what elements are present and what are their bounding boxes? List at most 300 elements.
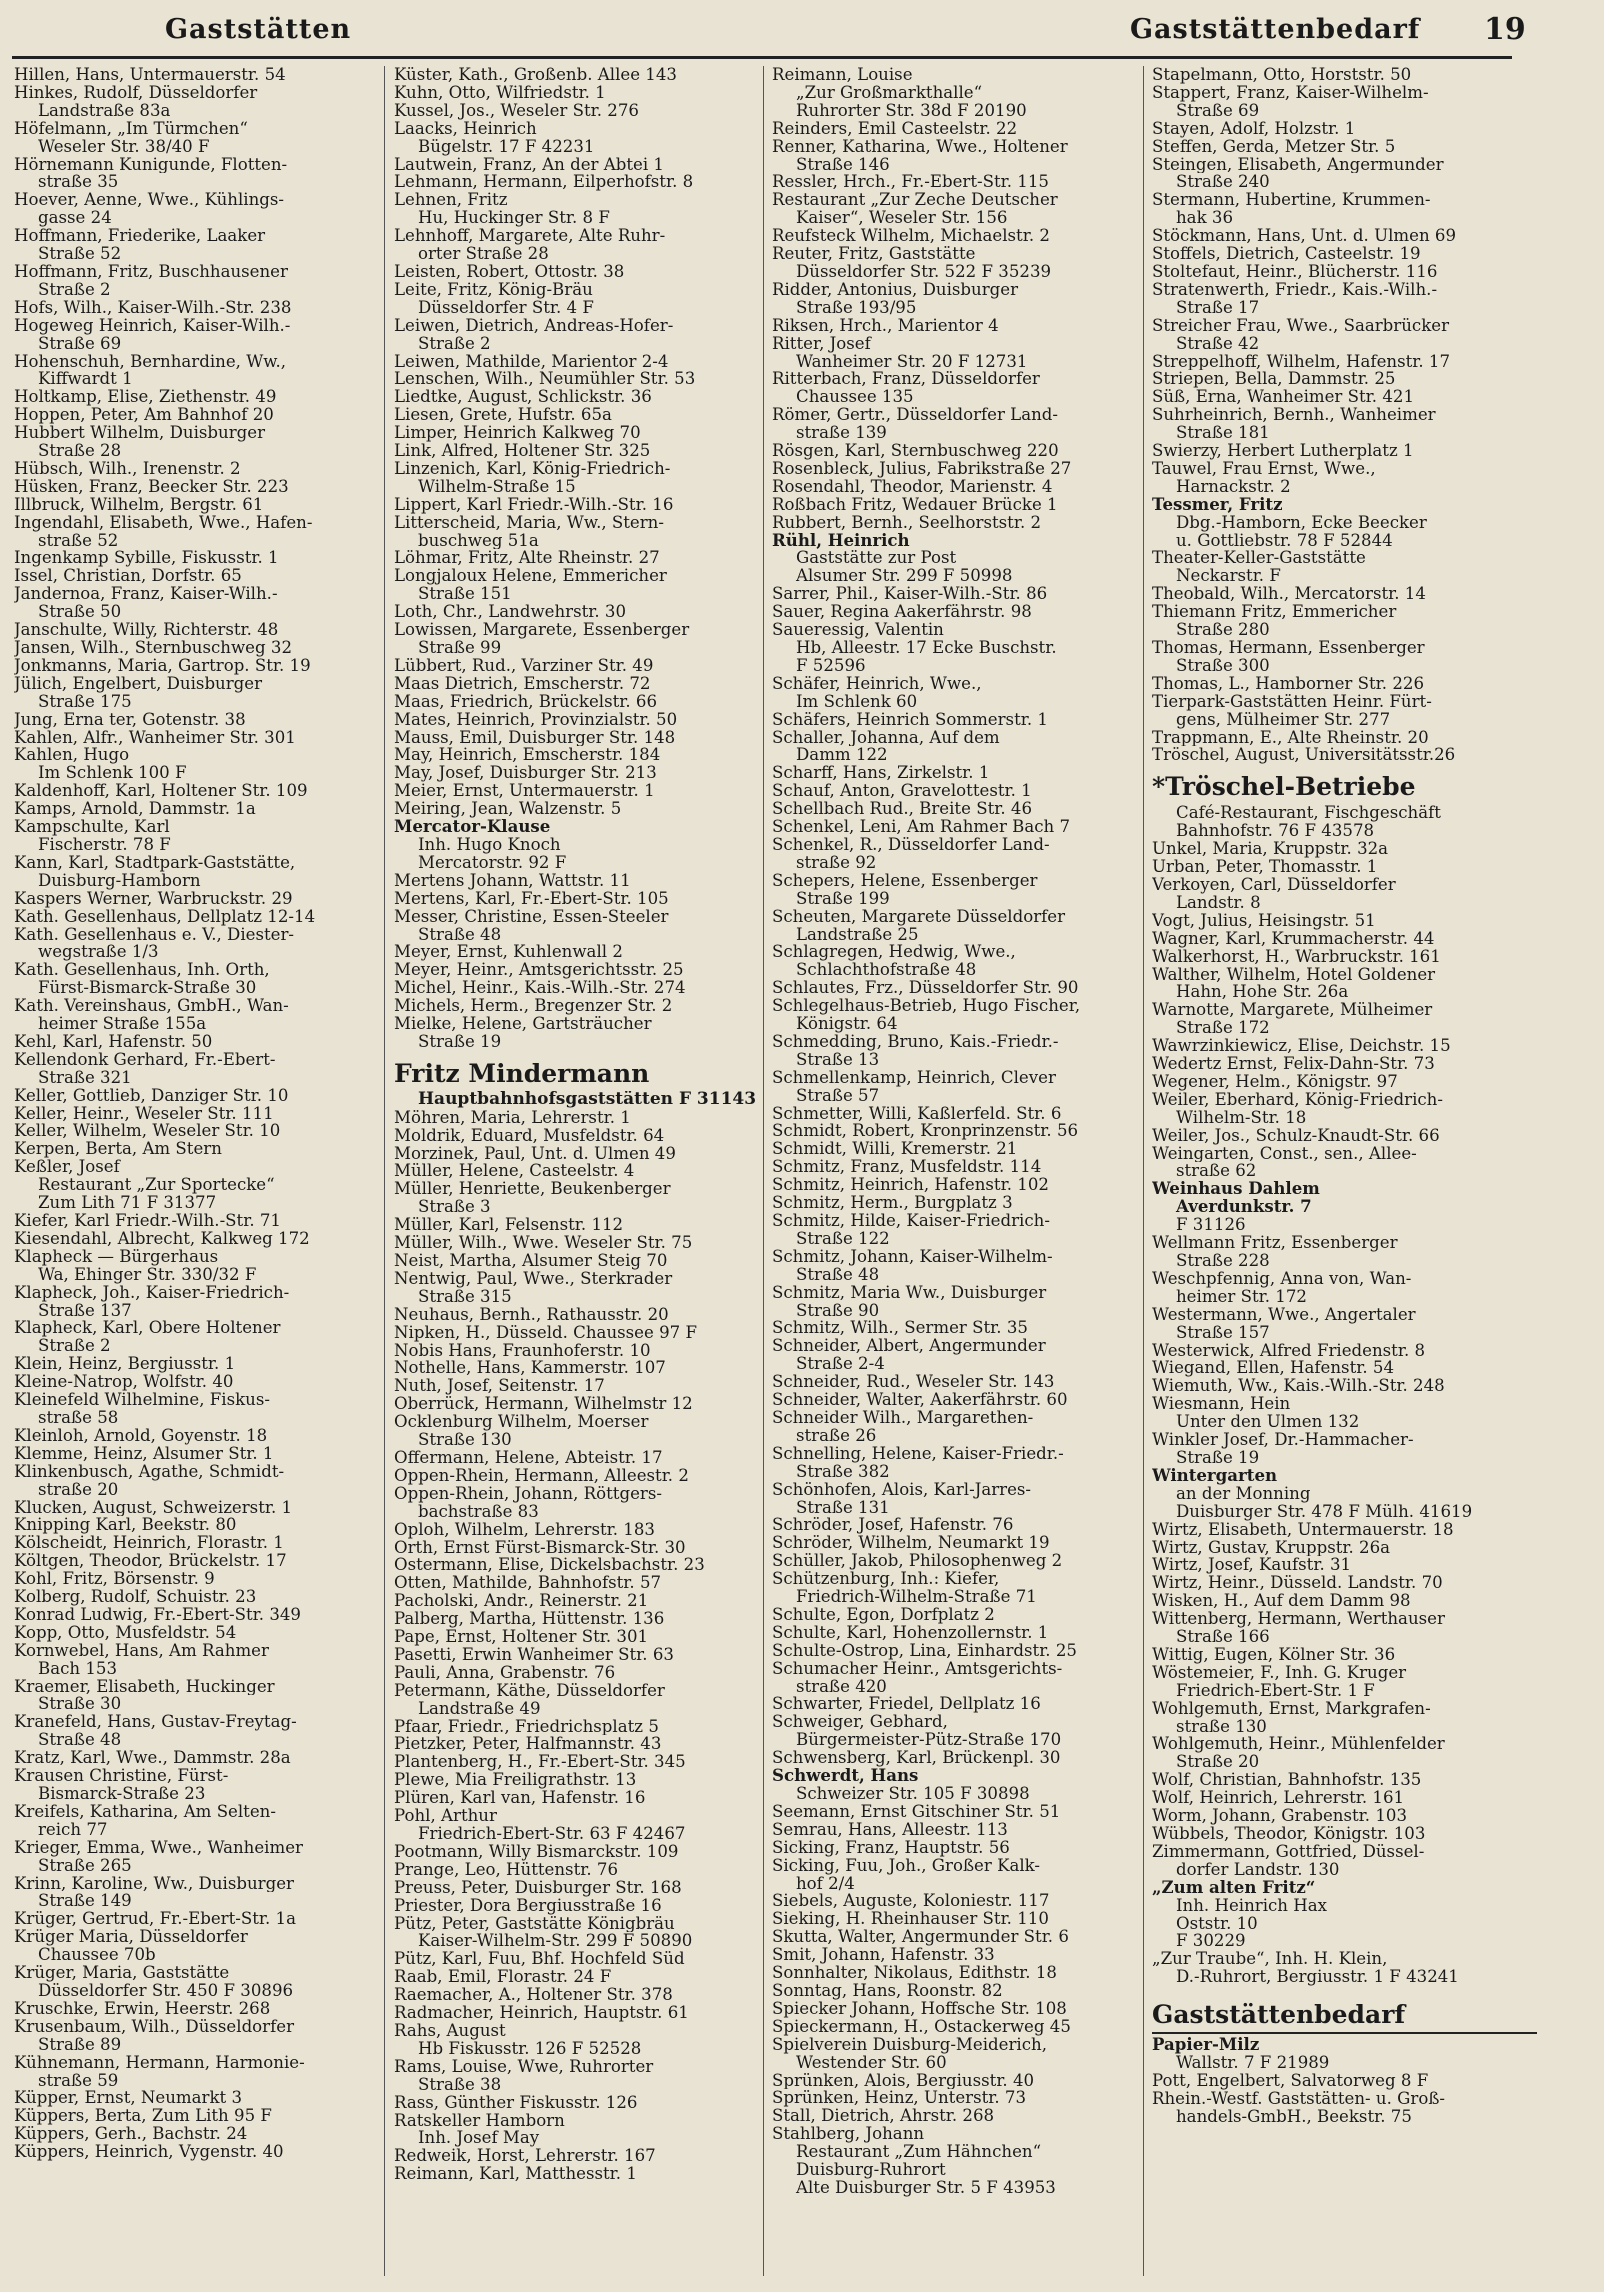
directory-entry-line: Schwarter, Friedel, Dellplatz 16 xyxy=(772,1695,1041,1714)
directory-entry-line: Möhren, Maria, Lehrerstr. 1 xyxy=(394,1108,631,1127)
directory-entry-line: Liedtke, August, Schlickstr. 36 xyxy=(394,388,652,407)
directory-entry-line: dorfer Landstr. 130 xyxy=(1176,1860,1340,1879)
directory-entry-line: Sicking, Fuu, Joh., Großer Kalk- xyxy=(772,1856,1041,1875)
directory-entry-line: Schmitz, Hilde, Kaiser-Friedrich- xyxy=(772,1212,1050,1230)
directory-entry-line: Oppen-Rhein, Johann, Röttgers- xyxy=(394,1484,662,1503)
directory-entry-line: Theater-Keller-Gaststätte xyxy=(1152,549,1366,568)
directory-entry-line: Alsumer Str. 299 F 50998 xyxy=(796,567,1013,586)
directory-entry-line: Kohl, Fritz, Börsenstr. 9 xyxy=(14,1570,215,1589)
directory-entry-line: Küpper, Ernst, Neumarkt 3 xyxy=(14,2089,243,2108)
directory-entry-line: Rahs, August xyxy=(394,2021,506,2040)
directory-entry-line: Schlachthofstraße 48 xyxy=(796,961,977,980)
directory-entry-line: Pütz, Peter, Gaststätte Königbräu xyxy=(394,1914,675,1933)
directory-entry-line: Plüren, Karl van, Hafenstr. 16 xyxy=(394,1789,646,1808)
directory-entry-line: Illbruck, Wilhelm, Bergstr. 61 xyxy=(14,495,264,514)
directory-entry-line: May, Heinrich, Emscherstr. 184 xyxy=(394,746,661,765)
directory-entry-line: Pietzker, Peter, Halfmannstr. 43 xyxy=(394,1735,662,1754)
directory-entry-line: Straße 52 xyxy=(38,245,122,263)
directory-entry-line: Höfelmann, „Im Türmchen“ xyxy=(14,119,248,138)
directory-entry-line: Stahlberg, Johann xyxy=(772,2125,925,2144)
directory-entry-line: Straße 99 xyxy=(418,639,502,657)
directory-entry-line: Mercatorstr. 92 F xyxy=(418,853,567,872)
directory-entry-line: Urban, Peter, Thomasstr. 1 xyxy=(1152,858,1378,876)
directory-entry-line: straße 92 xyxy=(796,853,877,872)
directory-entry-line: Fischerstr. 78 F xyxy=(38,835,171,854)
directory-entry-line: Ritterbach, Franz, Düsseldorfer xyxy=(772,370,1040,389)
directory-entry-line: Straße 151 xyxy=(418,585,512,604)
directory-entry-line: Suhrheinrich, Bernh., Wanheimer xyxy=(1152,406,1436,425)
directory-entry-line: Pohl, Arthur xyxy=(394,1807,497,1825)
directory-entry-line: Walkerhorst, H., Warbruckstr. 161 xyxy=(1152,947,1441,966)
directory-entry-line: Wirtz, Gustav, Kruppstr. 26a xyxy=(1152,1538,1391,1557)
directory-entry-line: Palberg, Martha, Hüttenstr. 136 xyxy=(394,1610,665,1629)
directory-entry-line: Leisten, Robert, Ottostr. 38 xyxy=(394,262,625,281)
directory-entry-line: Zimmermann, Gottfried, Düssel- xyxy=(1152,1842,1425,1861)
directory-entry-line: Klinkenbusch, Agathe, Schmidt- xyxy=(14,1462,285,1481)
directory-entry-line: Seemann, Ernst Gitschiner Str. 51 xyxy=(772,1802,1061,1821)
directory-entry-line: Schmitz, Herm., Burgplatz 3 xyxy=(772,1194,1013,1212)
directory-entry-line: Streppelhoff, Wilhelm, Hafenstr. 17 xyxy=(1152,352,1451,371)
directory-entry-line: Lenschen, Wilh., Neumühler Str. 53 xyxy=(394,370,696,389)
directory-entry-line: Wallstr. 7 F 21989 xyxy=(1176,2054,1330,2072)
directory-entry-line: Küster, Kath., Großenb. Allee 143 xyxy=(394,66,677,84)
directory-entry-line: Nipken, H., Düsseld. Chaussee 97 F xyxy=(394,1323,697,1342)
directory-entry-line: Weinhaus Dahlem xyxy=(1152,1180,1320,1199)
directory-entry-line: Kruschke, Erwin, Heerstr. 268 xyxy=(14,1999,271,2018)
directory-entry-line: Hofs, Wilh., Kaiser-Wilh.-Str. 238 xyxy=(14,298,292,317)
directory-entry-line: Linzenich, Karl, König-Friedrich- xyxy=(394,459,671,478)
directory-entry-line: Straße 42 xyxy=(1176,334,1260,353)
directory-entry-line: Schumacher Heinr., Amtsgerichts- xyxy=(772,1659,1063,1678)
directory-entry-line: Oberrück, Hermann, Wilhelmstr 12 xyxy=(394,1395,693,1414)
directory-entry-line: May, Josef, Duisburger Str. 213 xyxy=(394,764,657,783)
directory-entry-line: heimer Str. 172 xyxy=(1176,1287,1307,1306)
directory-entry-line: orter Straße 28 xyxy=(418,245,549,263)
directory-entry-line: Bismarck-Straße 23 xyxy=(38,1785,206,1803)
directory-entry-line: Winkler Josef, Dr.-Hammacher- xyxy=(1152,1431,1414,1449)
directory-entry-line: Steffen, Gerda, Metzer Str. 5 xyxy=(1152,137,1396,156)
directory-entry-line: Kratz, Karl, Wwe., Dammstr. 28a xyxy=(14,1749,291,1768)
directory-entry-line: Spieckermann, H., Ostackerweg 45 xyxy=(772,2017,1071,2036)
directory-entry-line: Kiesendahl, Albrecht, Kalkweg 172 xyxy=(14,1229,310,1248)
directory-entry-line: u. Gottliebstr. 78 F 52844 xyxy=(1176,531,1393,550)
directory-entry-line: Hoever, Aenne, Wwe., Kühlings- xyxy=(14,191,285,210)
directory-entry-line: „Zur Traube“, Inh. H. Klein, xyxy=(1152,1950,1388,1969)
directory-entry-line: Straße 146 xyxy=(796,155,890,174)
directory-entry-line: Harnackstr. 2 xyxy=(1176,477,1291,496)
directory-entry-line: Landstraße 83a xyxy=(38,101,171,120)
directory-entry-line: Wedertz Ernst, Felix-Dahn-Str. 73 xyxy=(1152,1055,1435,1073)
directory-entry-line: Straße 280 xyxy=(1176,621,1270,639)
directory-entry-line: Schröder, Josef, Hafenstr. 76 xyxy=(772,1516,1014,1535)
directory-entry-line: Küppers, Berta, Zum Lith 95 F xyxy=(14,2107,272,2126)
directory-entry-line: Schmellenkamp, Heinrich, Clever xyxy=(772,1068,1056,1087)
header-right-title: Gaststättenbedarf xyxy=(1130,14,1421,45)
directory-entry-line: Stapelmann, Otto, Horststr. 50 xyxy=(1152,66,1412,84)
directory-entry-line: Rösgen, Karl, Sternbuschweg 220 xyxy=(772,442,1059,460)
directory-entry-line: Neckarstr. F xyxy=(1176,567,1281,586)
directory-entry-line: Straße 89 xyxy=(38,2035,122,2054)
directory-entry-line: Landstraße 25 xyxy=(796,925,919,944)
directory-entry-line: Siebels, Auguste, Koloniestr. 117 xyxy=(772,1892,1050,1911)
directory-entry-line: Wanheimer Str. 20 F 12731 xyxy=(796,352,1028,371)
directory-entry-line: straße 62 xyxy=(1176,1162,1257,1181)
directory-entry-line: Chaussee 135 xyxy=(796,388,914,407)
directory-entry-line: Jung, Erna ter, Gotenstr. 38 xyxy=(14,710,246,729)
directory-entry-line: Kath. Gesellenhaus, Dellplatz 12-14 xyxy=(14,907,316,926)
directory-entry-line: Rosendahl, Theodor, Marienstr. 4 xyxy=(772,477,1053,496)
directory-entry-line: Klapheck, Joh., Kaiser-Friedrich- xyxy=(14,1283,290,1302)
directory-entry-line: Straße 321 xyxy=(38,1068,132,1087)
directory-entry-line: Wirtz, Josef, Kaufstr. 31 xyxy=(1152,1556,1352,1575)
directory-entry-line: Stappert, Franz, Kaiser-Wilhelm- xyxy=(1152,83,1429,102)
directory-entry-line: Schröder, Wilhelm, Neumarkt 19 xyxy=(772,1534,1050,1553)
directory-entry-line: Duisburger Str. 478 F Mülh. 41619 xyxy=(1176,1502,1473,1521)
directory-entry-line: Issel, Christian, Dorfstr. 65 xyxy=(14,567,242,586)
directory-entry-line: Wellmann Fritz, Essenberger xyxy=(1152,1234,1398,1252)
directory-entry-line: Schmitz, Wilh., Sermer Str. 35 xyxy=(772,1319,1028,1338)
directory-entry-line: Jonkmanns, Maria, Gartrop. Str. 19 xyxy=(14,656,311,675)
directory-entry-line: Sprünken, Alois, Bergiusstr. 40 xyxy=(772,2071,1035,2090)
directory-entry-line: „Zum alten Fritz“ xyxy=(1152,1878,1316,1897)
section-heading: Fritz Mindermann xyxy=(394,1058,650,1088)
directory-entry-line: Ressler, Hrch., Fr.-Ebert-Str. 115 xyxy=(772,173,1049,192)
directory-entry-line: Kuhn, Otto, Wilfriedstr. 1 xyxy=(394,83,606,102)
directory-entry-line: Thomas, L., Hamborner Str. 226 xyxy=(1152,674,1425,693)
directory-entry-line: Klein, Heinz, Bergiusstr. 1 xyxy=(14,1355,236,1374)
page-header xyxy=(0,10,1604,54)
directory-entry-line: Jülich, Engelbert, Duisburger xyxy=(14,674,263,693)
directory-entry-line: Schneider, Walter, Aakerfährstr. 60 xyxy=(772,1391,1068,1409)
directory-entry-line: Wirtz, Heinr., Düsseld. Landstr. 70 xyxy=(1152,1574,1443,1593)
directory-entry-line: Hüsken, Franz, Beecker Str. 223 xyxy=(14,477,289,496)
directory-entry-line: Hoppen, Peter, Am Bahnhof 20 xyxy=(14,406,274,425)
directory-entry-line: Wegener, Helm., Königstr. 97 xyxy=(1152,1072,1398,1091)
directory-entry-line: Müller, Karl, Felsenstr. 112 xyxy=(394,1216,624,1235)
directory-entry-line: Straße 48 xyxy=(418,925,502,944)
directory-entry-line: Theobald, Wilh., Mercatorstr. 14 xyxy=(1152,585,1426,604)
directory-entry-line: handels-GmbH., Beekstr. 75 xyxy=(1176,2107,1412,2126)
directory-entry-line: reich 77 xyxy=(38,1820,108,1839)
directory-entry-line: Kleine-Natrop, Wolfstr. 40 xyxy=(14,1373,234,1392)
directory-entry-line: Straße 48 xyxy=(38,1731,122,1750)
directory-entry-line: Mauss, Emil, Duisburger Str. 148 xyxy=(394,728,676,747)
directory-entry-line: Moldrik, Eduard, Musfeldstr. 64 xyxy=(394,1126,665,1145)
directory-entry-line: Tierpark-Gaststätten Heinr. Fürt- xyxy=(1152,692,1432,711)
directory-entry-line: Landstr. 8 xyxy=(1176,893,1261,912)
directory-entry-line: Wilhelm-Straße 15 xyxy=(418,477,576,496)
directory-entry-line: F 31126 xyxy=(1176,1216,1246,1235)
directory-entry-line: Mertens, Karl, Fr.-Ebert-Str. 105 xyxy=(394,889,669,908)
directory-entry-line: Scheuten, Margarete Düsseldorfer xyxy=(772,907,1066,926)
directory-entry-line: Schweizer Str. 105 F 30898 xyxy=(796,1785,1030,1803)
directory-entry-line: Hb, Alleestr. 17 Ecke Buschstr. xyxy=(796,639,1057,657)
directory-entry-line: Wöstemeier, F., Inh. G. Kruger xyxy=(1152,1663,1407,1682)
directory-entry-line: straße 420 xyxy=(796,1677,887,1696)
header-left-title: Gaststätten xyxy=(165,14,352,45)
directory-entry-line: Schmitz, Johann, Kaiser-Wilhelm- xyxy=(772,1247,1053,1266)
directory-column-1 xyxy=(14,66,399,2286)
directory-entry-line: Jansen, Wilh., Sternbuschweg 32 xyxy=(14,639,293,657)
directory-entry-line: Schüller, Jakob, Philosophenweg 2 xyxy=(772,1552,1063,1571)
directory-entry-line: Wiemuth, Ww., Kais.-Wilh.-Str. 248 xyxy=(1152,1377,1445,1396)
directory-entry-line: Inh. Josef May xyxy=(418,2129,540,2148)
directory-entry-line: Schwerdt, Hans xyxy=(772,1767,919,1785)
directory-entry-line: Restaurant „Zur Sportecke“ xyxy=(38,1176,275,1195)
directory-entry-line: Straße 90 xyxy=(796,1301,880,1320)
directory-entry-line: straße 35 xyxy=(38,173,119,192)
directory-entry-line: Kampschulte, Karl xyxy=(14,818,170,836)
directory-entry-line: Sarrer, Phil., Kaiser-Wilh.-Str. 86 xyxy=(772,585,1048,604)
directory-entry-line: Stoltefaut, Heinr., Blücherstr. 116 xyxy=(1152,262,1438,281)
directory-entry-line: Straße 19 xyxy=(418,1032,502,1051)
directory-entry-line: Straße 69 xyxy=(1176,101,1260,120)
directory-entry-line: Straße 131 xyxy=(796,1498,890,1517)
directory-entry-line: Schäfers, Heinrich Sommerstr. 1 xyxy=(772,710,1048,729)
directory-entry-line: Oploh, Wilhelm, Lehrerstr. 183 xyxy=(394,1520,655,1539)
directory-entry-line: Duisburg-Ruhrort xyxy=(796,2161,946,2179)
directory-entry-line: Bürgermeister-Pütz-Straße 170 xyxy=(796,1731,1062,1750)
directory-entry-line: Damm 122 xyxy=(796,746,888,765)
directory-entry-line: Straße 2 xyxy=(38,1337,111,1356)
directory-entry-line: Rosenbleck, Julius, Fabrikstraße 27 xyxy=(772,459,1072,478)
directory-entry-line: Leiwen, Dietrich, Andreas-Hofer- xyxy=(394,316,674,335)
directory-entry-line: Sonnhalter, Nikolaus, Edithstr. 18 xyxy=(772,1964,1057,1982)
directory-entry-line: Straße 17 xyxy=(1176,298,1260,317)
directory-entry-line: F 30229 xyxy=(1176,1932,1246,1951)
directory-entry-line: Schmitz, Maria Ww., Duisburger xyxy=(772,1283,1047,1302)
directory-entry-line: Trappmann, E., Alte Rheinstr. 20 xyxy=(1152,728,1429,747)
directory-entry-line: Schweiger, Gebhard, xyxy=(772,1713,948,1732)
directory-entry-line: Sonntag, Hans, Roonstr. 82 xyxy=(772,1981,1003,2000)
directory-entry-line: Duisburg-Hamborn xyxy=(38,871,201,890)
directory-entry-line: straße 20 xyxy=(38,1480,119,1499)
directory-entry-line: Spielverein Duisburg-Meiderich, xyxy=(772,2035,1047,2054)
directory-entry-line: Swierzy, Herbert Lutherplatz 1 xyxy=(1152,442,1414,460)
directory-entry-line: Klucken, August, Schweizerstr. 1 xyxy=(14,1498,293,1517)
directory-entry-line: Keller, Wilhelm, Weseler Str. 10 xyxy=(14,1122,281,1141)
directory-entry-line: Klapheck — Bürgerhaus xyxy=(14,1247,219,1266)
directory-entry-line: Warnotte, Margarete, Mülheimer xyxy=(1152,1001,1433,1020)
directory-entry-line: Lübbert, Rud., Varziner Str. 49 xyxy=(394,656,654,675)
directory-entry-line: Straße 3 xyxy=(418,1198,491,1217)
directory-entry-line: Wagner, Karl, Krummacherstr. 44 xyxy=(1152,929,1435,948)
directory-entry-line: Pasetti, Erwin Wanheimer Str. 63 xyxy=(394,1645,674,1664)
directory-entry-line: Kerpen, Berta, Am Stern xyxy=(14,1140,222,1159)
directory-entry-line: Stermann, Hubertine, Krummen- xyxy=(1152,191,1431,210)
directory-entry-line: Straße 228 xyxy=(1176,1252,1270,1270)
directory-entry-line: Hahn, Hohe Str. 26a xyxy=(1176,983,1349,1002)
directory-entry-line: Jandernoa, Franz, Kaiser-Wilh.- xyxy=(14,585,278,604)
directory-entry-line: Költgen, Theodor, Brückelstr. 17 xyxy=(14,1552,287,1571)
directory-entry-line: Hogeweg Heinrich, Kaiser-Wilh.- xyxy=(14,316,291,335)
directory-entry-line: Schulte-Ostrop, Lina, Einhardstr. 25 xyxy=(772,1641,1077,1660)
directory-entry-line: Müller, Henriette, Beukenberger xyxy=(394,1180,671,1199)
page-number: 19 xyxy=(1484,12,1526,47)
directory-entry-line: Wintergarten xyxy=(1152,1466,1278,1485)
directory-entry-line: Raemacher, A., Holtener Str. 378 xyxy=(394,1986,673,2005)
directory-entry-line: Straße 2-4 xyxy=(796,1355,885,1374)
directory-entry-line: Kranefeld, Hans, Gustav-Freytag- xyxy=(14,1713,297,1732)
directory-entry-line: Riksen, Hrch., Marientor 4 xyxy=(772,316,999,335)
directory-entry-line: Süß, Erna, Wanheimer Str. 421 xyxy=(1152,388,1414,407)
directory-entry-line: Hörnemann Kunigunde, Flotten- xyxy=(14,155,288,174)
directory-column-4 xyxy=(1152,66,1537,2286)
directory-entry-line: Ocklenburg Wilhelm, Moerser xyxy=(394,1413,649,1432)
directory-entry-line: Stoffels, Dietrich, Casteelstr. 19 xyxy=(1152,245,1421,263)
directory-entry-line: Kaspers Werner, Warbruckstr. 29 xyxy=(14,889,293,908)
directory-entry-line: Schlegelhaus-Betrieb, Hugo Fischer, xyxy=(772,997,1081,1016)
directory-entry-line: Wawrzinkiewicz, Elise, Deichstr. 15 xyxy=(1152,1037,1451,1056)
directory-entry-line: Müller, Helene, Casteelstr. 4 xyxy=(394,1162,635,1181)
directory-entry-line: Kölscheidt, Heinrich, Florastr. 1 xyxy=(14,1534,284,1553)
directory-entry-line: Wübbels, Theodor, Königstr. 103 xyxy=(1152,1825,1426,1843)
directory-entry-line: Oststr. 10 xyxy=(1176,1914,1258,1933)
directory-entry-line: Wilhelm-Str. 18 xyxy=(1176,1108,1307,1127)
directory-entry-line: Scharff, Hans, Zirkelstr. 1 xyxy=(772,764,990,783)
directory-entry-line: Bahnhofstr. 76 F 43578 xyxy=(1176,822,1375,841)
directory-entry-line: Kussel, Jos., Weseler Str. 276 xyxy=(394,101,639,120)
directory-entry-line: Sieking, H. Rheinhauser Str. 110 xyxy=(772,1910,1049,1929)
directory-entry-line: Stayen, Adolf, Holzstr. 1 xyxy=(1152,119,1356,138)
directory-entry-line: Kath. Gesellenhaus e. V., Diester- xyxy=(14,925,295,944)
directory-entry-line: Weingarten, Const., sen., Allee- xyxy=(1152,1144,1417,1163)
directory-entry-line: Priester, Dora Bergiusstraße 16 xyxy=(394,1896,662,1915)
directory-entry-line: Im Schlenk 60 xyxy=(796,692,918,711)
directory-entry-line: Kreifels, Katharina, Am Selten- xyxy=(14,1802,276,1821)
directory-entry-line: Krüger, Maria, Gaststätte xyxy=(14,1964,230,1982)
directory-entry-line: Straße 199 xyxy=(796,889,890,908)
directory-entry-line: Kraemer, Elisabeth, Huckinger xyxy=(14,1677,275,1696)
directory-entry-line: Reinders, Emil Casteelstr. 22 xyxy=(772,119,1018,138)
directory-entry-line: Straße 48 xyxy=(796,1265,880,1284)
directory-entry-line: Weseler Str. 38/40 F xyxy=(38,137,210,156)
directory-entry-line: Steingen, Elisabeth, Angermunder xyxy=(1152,155,1444,174)
directory-entry-line: Wa, Ehinger Str. 330/32 F xyxy=(38,1265,257,1284)
directory-entry-line: Hübsch, Wilh., Irenenstr. 2 xyxy=(14,459,241,478)
directory-entry-line: Janschulte, Willy, Richterstr. 48 xyxy=(14,621,279,639)
directory-entry-line: Sauer, Regina Aakerfährstr. 98 xyxy=(772,603,1032,622)
directory-entry-line: Kleinloh, Arnold, Goyenstr. 18 xyxy=(14,1426,268,1445)
directory-entry-line: Küppers, Gerh., Bachstr. 24 xyxy=(14,2125,248,2144)
directory-entry-line: Küppers, Heinrich, Vygenstr. 40 xyxy=(14,2143,284,2162)
directory-entry-line: Friedrich-Ebert-Str. 63 F 42467 xyxy=(418,1825,686,1843)
directory-entry-line: Schnelling, Helene, Kaiser-Friedr.- xyxy=(772,1444,1064,1463)
directory-entry-line: Stratenwerth, Friedr., Kais.-Wilh.- xyxy=(1152,280,1438,299)
directory-entry-line: Meyer, Ernst, Kuhlenwall 2 xyxy=(394,943,623,962)
directory-entry-line: Krausen Christine, Fürst- xyxy=(14,1767,229,1785)
directory-entry-line: Schmetter, Willi, Kaßlerfeld. Str. 6 xyxy=(772,1104,1062,1123)
directory-entry-line: Mielke, Helene, Gartsträucher xyxy=(394,1015,652,1033)
directory-entry-line: Smit, Johann, Hafenstr. 33 xyxy=(772,1946,995,1965)
directory-entry-line: Schepers, Helene, Essenberger xyxy=(772,871,1038,890)
directory-entry-line: Worm, Johann, Grabenstr. 103 xyxy=(1152,1807,1408,1825)
directory-entry-line: wegstraße 1/3 xyxy=(38,943,159,962)
directory-entry-line: Bügelstr. 17 F 42231 xyxy=(418,137,595,156)
directory-entry-line: buschweg 51a xyxy=(418,531,539,550)
directory-entry-line: Schauf, Anton, Gravelottestr. 1 xyxy=(772,782,1032,801)
directory-entry-line: Westender Str. 60 xyxy=(796,2053,947,2072)
directory-entry-line: D.-Ruhrort, Bergiusstr. 1 F 43241 xyxy=(1176,1968,1459,1987)
directory-entry-line: Nuth, Josef, Seitenstr. 17 xyxy=(394,1377,605,1396)
directory-entry-line: Straße 315 xyxy=(418,1287,512,1306)
directory-entry-line: Orth, Ernst Fürst-Bismarck-Str. 30 xyxy=(394,1538,686,1557)
directory-entry-line: Michels, Herm., Bregenzer Str. 2 xyxy=(394,997,673,1016)
directory-entry-line: Spiecker Johann, Hoffsche Str. 108 xyxy=(772,1999,1067,2018)
directory-entry-line: Straße 181 xyxy=(1176,424,1270,443)
directory-entry-line: Schmedding, Bruno, Kais.-Friedr.- xyxy=(772,1032,1059,1051)
directory-entry-line: Hubbert Wilhelm, Duisburger xyxy=(14,424,266,443)
directory-entry-line: Straße 157 xyxy=(1176,1323,1270,1342)
directory-entry-line: Semrau, Hans, Alleestr. 113 xyxy=(772,1820,1008,1839)
directory-entry-line: Papier-Milz xyxy=(1152,2036,1260,2055)
directory-entry-line: Wolf, Heinrich, Lehrerstr. 161 xyxy=(1152,1789,1405,1808)
directory-entry-line: gens, Mülheimer Str. 277 xyxy=(1176,710,1391,729)
directory-entry-line: Straße 30 xyxy=(38,1695,122,1714)
directory-entry-line: Straße 28 xyxy=(38,442,122,460)
directory-entry-line: Michel, Heinr., Kais.-Wilh.-Str. 274 xyxy=(394,979,686,998)
directory-entry-line: Sprünken, Heinz, Unterstr. 73 xyxy=(772,2089,1027,2108)
directory-entry-line: Pütz, Karl, Fuu, Bhf. Hochfeld Süd xyxy=(394,1950,685,1969)
directory-entry-line: Reuter, Fritz, Gaststätte xyxy=(772,245,976,263)
directory-entry-line: Skutta, Walter, Angermunder Str. 6 xyxy=(772,1928,1069,1947)
directory-entry-line: Klapheck, Karl, Obere Holtener xyxy=(14,1319,281,1338)
directory-entry-line: Konrad Ludwig, Fr.-Ebert-Str. 349 xyxy=(14,1605,301,1624)
directory-entry-line: Wirtz, Elisabeth, Untermauerstr. 18 xyxy=(1152,1520,1454,1539)
directory-entry-line: Hohenschuh, Bernhardine, Ww., xyxy=(14,352,287,371)
directory-entry-line: Dbg.-Hamborn, Ecke Beecker xyxy=(1176,513,1427,532)
directory-entry-line: Rams, Louise, Wwe, Ruhrorter xyxy=(394,2057,654,2076)
directory-entry-line: bachstraße 83 xyxy=(418,1502,539,1521)
directory-entry-line: Kopp, Otto, Musfeldstr. 54 xyxy=(14,1623,237,1642)
directory-entry-line: Schmitz, Heinrich, Hafenstr. 102 xyxy=(772,1176,1049,1195)
directory-entry-line: Maas, Friedrich, Brückelstr. 66 xyxy=(394,692,658,711)
directory-entry-line: Litterscheid, Maria, Ww., Stern- xyxy=(394,513,664,532)
directory-entry-line: Straße 13 xyxy=(796,1050,880,1069)
directory-entry-line: Straße 240 xyxy=(1176,173,1270,192)
directory-entry-line: Hb Fiskusstr. 126 F 52528 xyxy=(418,2039,642,2058)
directory-entry-line: Düsseldorfer Str. 450 F 30896 xyxy=(38,1981,294,2000)
directory-entry-line: straße 59 xyxy=(38,2071,119,2090)
directory-entry-line: Kamps, Arnold, Dammstr. 1a xyxy=(14,800,256,819)
directory-entry-line: Mercator-Klause xyxy=(394,818,551,836)
directory-entry-line: Rubbert, Bernh., Seelhorststr. 2 xyxy=(772,513,1042,532)
directory-entry-line: Zum Lith 71 F 31377 xyxy=(38,1194,217,1212)
directory-entry-line: an der Monning xyxy=(1176,1484,1311,1503)
directory-entry-line: Striepen, Bella, Dammstr. 25 xyxy=(1152,370,1396,389)
directory-entry-line: Kaiser-Wilhelm-Str. 299 F 50890 xyxy=(418,1932,693,1951)
directory-entry-line: Lowissen, Margarete, Essenberger xyxy=(394,621,690,639)
directory-entry-line: „Zur Großmarkthalle“ xyxy=(796,83,983,102)
directory-entry-line: Landstraße 49 xyxy=(418,1699,541,1718)
directory-entry-line: Schäfer, Heinrich, Wwe., xyxy=(772,674,982,693)
directory-entry-line: Lehnhoff, Margarete, Alte Ruhr- xyxy=(394,227,666,246)
directory-entry-line: Im Schlenk 100 F xyxy=(38,764,187,783)
directory-entry-line: Pacholski, Andr., Reinerstr. 21 xyxy=(394,1592,649,1611)
directory-entry-line: Streicher Frau, Wwe., Saarbrücker xyxy=(1152,316,1450,335)
directory-entry-line: Kehl, Karl, Hafenstr. 50 xyxy=(14,1032,213,1051)
directory-entry-line: Straße 382 xyxy=(796,1462,890,1481)
directory-entry-line: Düsseldorfer Str. 522 F 35239 xyxy=(796,262,1052,281)
directory-entry-line: Straße 38 xyxy=(418,2075,502,2094)
directory-entry-line: Kolberg, Rudolf, Schuistr. 23 xyxy=(14,1588,257,1606)
directory-entry-line: Westerwick, Alfred Friedenstr. 8 xyxy=(1152,1341,1426,1360)
directory-entry-line: Tröschel, August, Universitätsstr.26 xyxy=(1152,746,1456,765)
directory-entry-line: Wiesmann, Hein xyxy=(1152,1395,1291,1414)
directory-entry-line: Düsseldorfer Str. 4 F xyxy=(418,298,594,317)
directory-entry-line: Ingenkamp Sybille, Fiskusstr. 1 xyxy=(14,549,279,568)
directory-entry-line: Reimann, Louise xyxy=(772,66,913,84)
